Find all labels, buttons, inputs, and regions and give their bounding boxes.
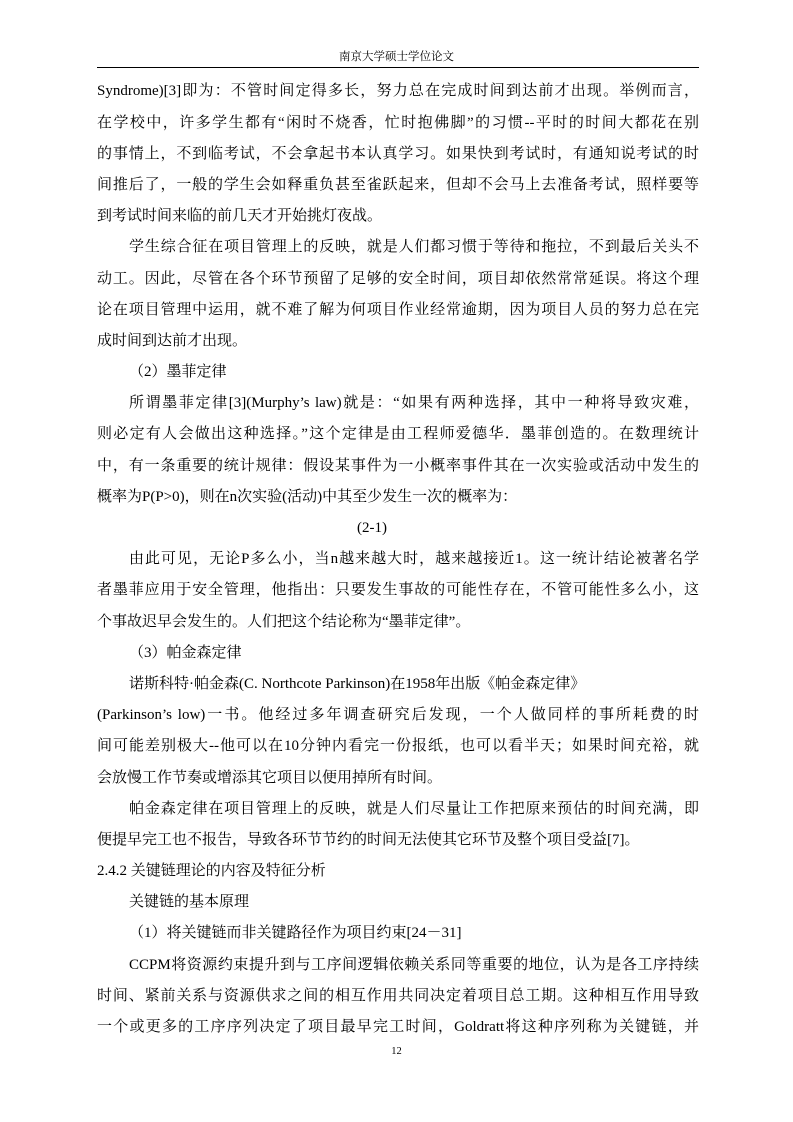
text-line: 者墨菲应用于安全管理，他指出：只要发生事故的可能性存在，不管可能性多么小，这 [97, 582, 699, 599]
equation-number: (2-1) [357, 520, 387, 537]
text-line: 动工。因此，尽管在各个环节预留了足够的安全时间，项目却依然常常延误。将这个理 [97, 270, 699, 287]
text-line: 则必定有人会做出这种选择。”这个定律是由工程师爱德华．墨菲创造的。在数理统计 [97, 426, 699, 443]
text-line: (Parkinson’s low)一书。他经过多年调查研究后发现，一个人做同样的事所耗费的时 [97, 707, 699, 724]
text-line: 便提早完工也不报告，导致各环节节约的时间无法使其它环节及整个项目受益[7]。 [97, 831, 640, 848]
text-line: 个事故迟早会发生的。人们把这个结论称为“墨菲定律”。 [97, 613, 471, 630]
text-line: 间可能差别极大--他可以在10分钟内看完一份报纸，也可以看半天；如果时间充裕，就 [97, 738, 699, 755]
text-line: 帕金森定律在项目管理上的反映，就是人们尽量让工作把原来预估的时间充满，即 [129, 800, 699, 817]
subsection-heading: （3）帕金森定律 [129, 644, 242, 661]
text-line: 论在项目管理中运用，就不难了解为何项目作业经常逾期，因为项目人员的努力总在完 [97, 301, 699, 318]
subsection-heading: 关键链的基本原理 [129, 894, 250, 911]
body-text [97, 76, 699, 1043]
text-line: 成时间到达前才出现。 [97, 332, 248, 349]
page-number: 12 [391, 1046, 402, 1057]
text-line: 在学校中，许多学生都有“闲时不烧香，忙时抱佛脚”的习惯--平时的时间大都花在别 [97, 114, 699, 131]
text-line: 学生综合征在项目管理上的反映，就是人们都习惯于等待和拖拉，不到最后关头不 [129, 239, 699, 256]
text-line: 到考试时间来临的前几天才开始挑灯夜战。 [97, 208, 383, 225]
text-line: 间推后了，一般的学生会如释重负甚至雀跃起来，但却不会马上去准备考试，照样要等 [97, 176, 699, 193]
subsection-heading: （1）将关键链而非关键路径作为项目约束[24－31] [129, 925, 462, 942]
text-line: 所谓墨菲定律[3](Murphy’s law)就是：“如果有两种选择，其中一种将导致灾难， [129, 395, 699, 412]
text-line: 诺斯科特·帕金森(C. Northcote Parkinson)在1958年出版《帕金森定律》 [129, 675, 586, 692]
text-line: 中，有一条重要的统计规律：假设某事件为一小概率事件其在一次实验或活动中发生的 [97, 457, 699, 474]
running-header: 南京大学硕士学位论文 [339, 51, 454, 63]
text-line: CCPM将资源约束提升到与工序间逻辑依赖关系同等重要的地位，认为是各工序持续 [129, 956, 699, 973]
section-heading: 2.4.2 关键链理论的内容及特征分析 [97, 863, 326, 880]
text-line: 一个或更多的工序序列决定了项目最早完工时间，Goldratt将这种序列称为关键链，并 [97, 1019, 699, 1036]
text-line: 会放慢工作节奏或增添其它项目以便用掉所有时间。 [97, 769, 443, 786]
text-line: Syndrome)[3]即为：不管时间定得多长，努力总在完成时间到达前才出现。举例而言， [97, 83, 699, 100]
subsection-heading: （2）墨菲定律 [129, 364, 227, 381]
text-line: 时间、紧前关系与资源供求之间的相互作用共同决定着项目总工期。这种相互作用导致 [97, 987, 699, 1004]
text-line: 的事情上，不到临考试，不会拿起书本认真学习。如果快到考试时，有通知说考试的时 [97, 145, 699, 162]
header-rule [97, 67, 699, 68]
text-line: 概率为P(P>0)，则在n次实验(活动)中其至少发生一次的概率为： [97, 488, 518, 505]
text-line: 由此可见，无论P多么小，当n越来越大时，越来越接近1。这一统计结论被著名学 [129, 551, 699, 568]
